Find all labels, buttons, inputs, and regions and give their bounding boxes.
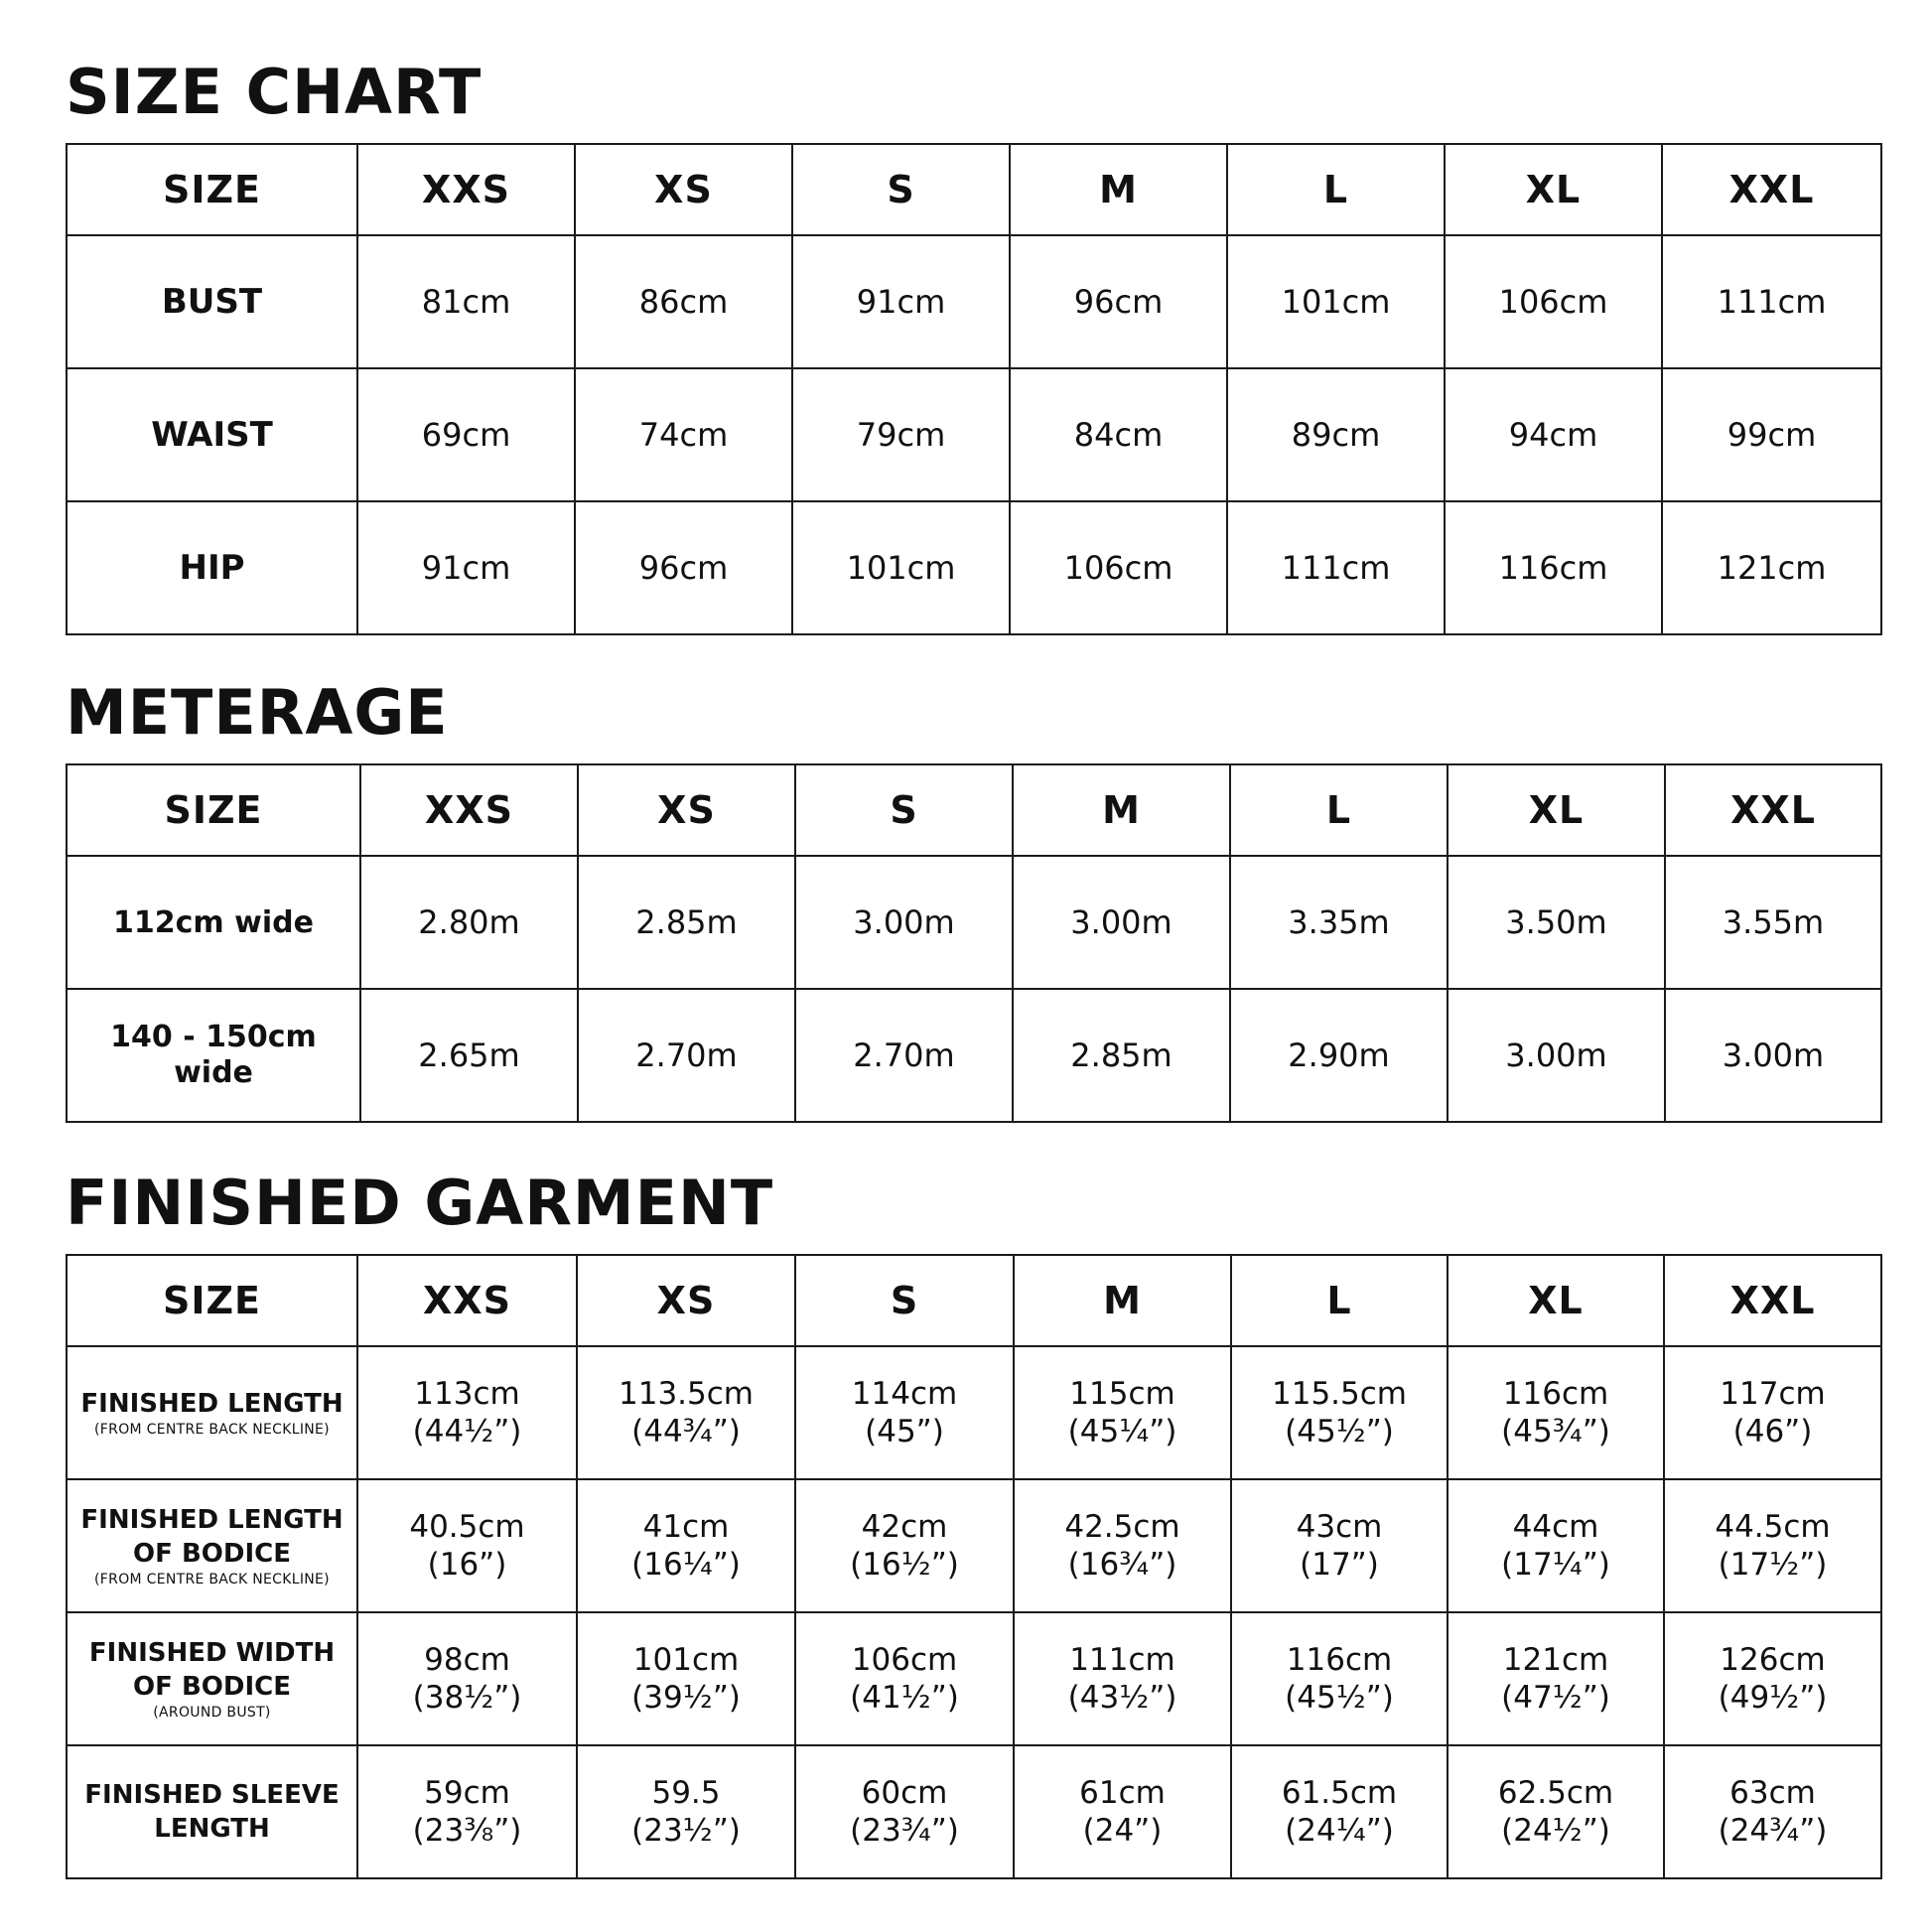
value-cm: 98cm (424, 1642, 510, 1678)
value-cell (795, 1346, 1014, 1479)
table-row (67, 501, 1881, 634)
header-cell: XXS (360, 764, 578, 856)
row-label: 112cm wide (67, 856, 360, 989)
value-cm: 113.5cm (619, 1376, 754, 1412)
value-cell (795, 1612, 1014, 1745)
meterage-table (66, 763, 1882, 1123)
value-cm: 61.5cm (1281, 1775, 1398, 1811)
value-cell (1448, 1479, 1664, 1612)
value-cell: 69cm (357, 368, 575, 501)
header-cell: XXS (357, 1255, 577, 1346)
value-cell: 2.65m (360, 989, 578, 1122)
value-cell: 3.00m (1013, 856, 1230, 989)
value-in: (39½”) (631, 1680, 741, 1716)
header-cell: XL (1448, 764, 1665, 856)
header-cell: M (1013, 764, 1230, 856)
value-cell: 111cm (1662, 235, 1881, 368)
value-in: (45½”) (1285, 1680, 1394, 1716)
header-cell: XL (1448, 1255, 1664, 1346)
value-cm: 44cm (1512, 1509, 1599, 1545)
value-cell (795, 1745, 1014, 1878)
value-cell: 91cm (357, 501, 575, 634)
value-in: (16½”) (850, 1547, 959, 1583)
value-cm: 63cm (1729, 1775, 1816, 1811)
size-chart-title: SIZE CHART (66, 56, 483, 128)
value-cell: 2.85m (1013, 989, 1230, 1122)
header-cell: M (1010, 144, 1227, 235)
value-in: (16”) (427, 1547, 507, 1583)
value-cell (1664, 1479, 1881, 1612)
value-cell (1664, 1346, 1881, 1479)
row-label-main: FINISHED WIDTH OF BODICE (88, 1638, 336, 1702)
value-cell: 116cm (1445, 501, 1662, 634)
value-cm: 44.5cm (1715, 1509, 1831, 1545)
row-label (67, 1745, 357, 1878)
header-cell: XXS (357, 144, 575, 235)
header-cell: M (1014, 1255, 1231, 1346)
table-row (67, 1479, 1881, 1612)
value-cell: 101cm (1227, 235, 1445, 368)
table-row (67, 1612, 1881, 1745)
value-cell (1231, 1612, 1448, 1745)
value-in: (45½”) (1285, 1414, 1394, 1449)
value-in: (44½”) (412, 1414, 522, 1449)
value-cm: 59cm (424, 1775, 510, 1811)
value-cell: 3.00m (1448, 989, 1665, 1122)
table-row (67, 989, 1881, 1122)
value-in: (23¾”) (850, 1813, 959, 1849)
value-in: (17¼”) (1501, 1547, 1610, 1583)
value-cm: 42.5cm (1064, 1509, 1180, 1545)
table-row (67, 368, 1881, 501)
value-in: (23½”) (631, 1813, 741, 1849)
row-label: BUST (67, 235, 357, 368)
row-label-sub: (FROM CENTRE BACK NECKLINE) (94, 1572, 330, 1587)
header-cell: XXL (1664, 1255, 1881, 1346)
value-cm: 116cm (1286, 1642, 1393, 1678)
finished-garment-header-row (67, 1255, 1881, 1346)
table-row (67, 1346, 1881, 1479)
value-in: (44¾”) (631, 1414, 741, 1449)
value-cm: 59.5 (651, 1775, 721, 1811)
finished-garment-table (66, 1254, 1882, 1879)
value-cell: 2.70m (578, 989, 795, 1122)
value-cell: 2.80m (360, 856, 578, 989)
value-cell (1231, 1479, 1448, 1612)
header-cell: S (795, 1255, 1014, 1346)
value-cell (577, 1479, 795, 1612)
row-label-sub: (FROM CENTRE BACK NECKLINE) (94, 1422, 330, 1438)
row-label (67, 1479, 357, 1612)
header-cell: XS (575, 144, 792, 235)
value-cell: 99cm (1662, 368, 1881, 501)
header-cell: L (1227, 144, 1445, 235)
row-label: WAIST (67, 368, 357, 501)
header-cell: SIZE (67, 1255, 357, 1346)
value-cell: 101cm (792, 501, 1010, 634)
value-cell (577, 1745, 795, 1878)
value-cm: 121cm (1502, 1642, 1609, 1678)
value-in: (24¼”) (1285, 1813, 1394, 1849)
row-label-sub: (AROUND BUST) (153, 1705, 271, 1721)
row-label-main: FINISHED LENGTH OF BODICE (80, 1505, 344, 1569)
value-in: (23⅜”) (412, 1813, 522, 1849)
value-cell (795, 1479, 1014, 1612)
value-cell: 81cm (357, 235, 575, 368)
value-cell (1448, 1745, 1664, 1878)
value-cm: 43cm (1296, 1509, 1383, 1545)
header-cell: S (792, 144, 1010, 235)
value-cell: 86cm (575, 235, 792, 368)
header-cell: L (1231, 1255, 1448, 1346)
value-cell: 111cm (1227, 501, 1445, 634)
value-cell (1231, 1346, 1448, 1479)
value-in: (49½”) (1718, 1680, 1828, 1716)
value-in: (41½”) (850, 1680, 959, 1716)
value-cm: 62.5cm (1497, 1775, 1614, 1811)
value-cell: 94cm (1445, 368, 1662, 501)
value-cm: 115.5cm (1272, 1376, 1407, 1412)
value-cell: 84cm (1010, 368, 1227, 501)
value-cell (1014, 1745, 1231, 1878)
header-cell: XL (1445, 144, 1662, 235)
value-cell: 3.00m (795, 856, 1013, 989)
value-cm: 42cm (861, 1509, 948, 1545)
finished-garment-title: FINISHED GARMENT (66, 1167, 774, 1239)
value-in: (45”) (865, 1414, 944, 1449)
value-cell: 91cm (792, 235, 1010, 368)
header-cell: XS (578, 764, 795, 856)
value-in: (16¾”) (1067, 1547, 1177, 1583)
value-cell (1014, 1346, 1231, 1479)
value-cell (1014, 1612, 1231, 1745)
value-cell: 96cm (575, 501, 792, 634)
header-cell: SIZE (67, 764, 360, 856)
value-cell (357, 1745, 577, 1878)
value-cell (357, 1479, 577, 1612)
value-cm: 111cm (1069, 1642, 1175, 1678)
row-label (67, 1612, 357, 1745)
value-in: (47½”) (1501, 1680, 1610, 1716)
table-row (67, 1745, 1881, 1878)
value-cm: 61cm (1079, 1775, 1166, 1811)
value-in: (24¾”) (1718, 1813, 1828, 1849)
value-cell: 3.00m (1665, 989, 1881, 1122)
value-cell: 79cm (792, 368, 1010, 501)
meterage-title: METERAGE (66, 676, 449, 749)
value-cell: 2.70m (795, 989, 1013, 1122)
header-cell: L (1230, 764, 1448, 856)
value-in: (24½”) (1501, 1813, 1610, 1849)
value-cell: 74cm (575, 368, 792, 501)
value-in: (45¼”) (1067, 1414, 1177, 1449)
header-cell: XS (577, 1255, 795, 1346)
value-cell: 2.90m (1230, 989, 1448, 1122)
value-cm: 114cm (851, 1376, 958, 1412)
value-cell: 3.35m (1230, 856, 1448, 989)
value-cell (1664, 1612, 1881, 1745)
value-in: (43½”) (1067, 1680, 1177, 1716)
value-cell (1664, 1745, 1881, 1878)
value-cm: 101cm (632, 1642, 740, 1678)
size-chart-table (66, 143, 1882, 635)
value-in: (45¾”) (1501, 1414, 1610, 1449)
value-cell (357, 1612, 577, 1745)
value-in: (17½”) (1718, 1547, 1828, 1583)
size-chart-header-row (67, 144, 1881, 235)
row-label: 140 - 150cm wide (67, 989, 360, 1122)
meterage-header-row (67, 764, 1881, 856)
value-cell (1231, 1745, 1448, 1878)
value-cell (357, 1346, 577, 1479)
row-label (67, 1346, 357, 1479)
value-cell: 3.55m (1665, 856, 1881, 989)
value-cell: 2.85m (578, 856, 795, 989)
value-cm: 117cm (1720, 1376, 1826, 1412)
value-in: (38½”) (412, 1680, 522, 1716)
value-cell (577, 1346, 795, 1479)
value-cell: 106cm (1010, 501, 1227, 634)
value-cell: 121cm (1662, 501, 1881, 634)
value-cell: 96cm (1010, 235, 1227, 368)
value-cm: 40.5cm (409, 1509, 525, 1545)
value-cell: 89cm (1227, 368, 1445, 501)
value-cell (1448, 1346, 1664, 1479)
table-row (67, 235, 1881, 368)
value-cell (577, 1612, 795, 1745)
header-cell: XXL (1665, 764, 1881, 856)
value-in: (46”) (1732, 1414, 1813, 1449)
value-cell: 106cm (1445, 235, 1662, 368)
header-cell: XXL (1662, 144, 1881, 235)
header-cell: SIZE (67, 144, 357, 235)
table-row (67, 856, 1881, 989)
value-cm: 116cm (1502, 1376, 1609, 1412)
value-cm: 126cm (1720, 1642, 1826, 1678)
row-label-main: FINISHED SLEEVE LENGTH (84, 1780, 340, 1844)
row-label: HIP (67, 501, 357, 634)
value-cm: 106cm (851, 1642, 958, 1678)
header-cell: S (795, 764, 1013, 856)
value-in: (24”) (1082, 1813, 1163, 1849)
value-in: (16¼”) (631, 1547, 741, 1583)
value-cell (1448, 1612, 1664, 1745)
value-cell (1014, 1479, 1231, 1612)
value-cm: 60cm (861, 1775, 948, 1811)
value-cm: 115cm (1069, 1376, 1175, 1412)
row-label-main: FINISHED LENGTH (80, 1389, 344, 1419)
value-cell: 3.50m (1448, 856, 1665, 989)
value-in: (17”) (1300, 1547, 1379, 1583)
value-cm: 41cm (642, 1509, 730, 1545)
value-cm: 113cm (414, 1376, 520, 1412)
